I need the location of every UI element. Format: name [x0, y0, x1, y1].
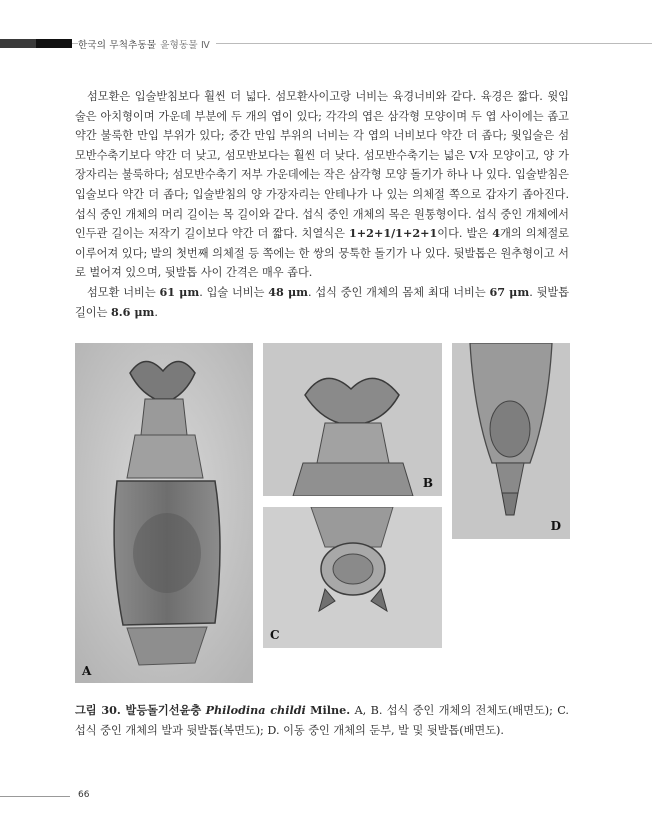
lip-width: 48 μm	[268, 284, 308, 299]
description-text	[75, 87, 569, 322]
figure-c-label: C	[270, 628, 280, 642]
figure-d-label: D	[550, 519, 561, 533]
figure-b-photo	[263, 343, 442, 496]
corona-width: 61 μm	[159, 284, 200, 299]
figure-b-label: B	[422, 476, 433, 490]
figure-d-photo	[452, 343, 570, 539]
caption-lead: 그림 30. 발등돌기선윤충	[75, 703, 202, 717]
footer-rule	[0, 796, 70, 797]
caption-author: Milne.	[310, 703, 351, 717]
foot-segment-count: 4	[492, 226, 501, 241]
figure-a-photo	[75, 343, 253, 683]
figure-a-label: A	[82, 664, 92, 678]
caption-scientific-name: Philodina childi	[205, 703, 306, 717]
figure-c-photo	[263, 507, 442, 648]
figure-caption	[75, 700, 569, 741]
body-width: 67 μm	[489, 284, 530, 299]
paragraph-measurements: 섬모환 너비는 61 μm. 입술 너비는 48 μm. 섭식 중인 개체의 몸체 최대 너비는 67 μm. 뒷발톱 길이는 8.6 μm.	[75, 284, 569, 319]
header-bar-dark	[0, 39, 36, 48]
header-title: 한국의 무척추동물	[78, 40, 157, 51]
header-subtitle: 윤형동물 Ⅳ	[160, 40, 210, 51]
dental-formula: 1+2+1/1+2+1	[349, 226, 438, 241]
spur-length: 8.6 μm	[110, 304, 155, 319]
page-number: 66	[78, 790, 90, 800]
header-bar-black	[36, 39, 72, 48]
paragraph-description: 섬모환은 입술받침보다 훨씬 더 넓다. 섬모환사이고랑 너비는 육경너비와 같다. 육경은 짧다. 윗입술은 아치형이며 가운데 부분에 두 개의 엽이 있다; 각각의 엽은 삼각형 모양이며 두 엽 사이에는 좁고 약간 불룩한 만입 부위가 있다; 중간 만입 부위의 너비는 각 엽의 너비보다 약간 더 좁다; 윗입술은 섬모반수축기보다 약간 더 낮고, 섬모반보다는 훨씬 더 낮다. 섬모반수축기는 넓은 V자 모양이고, 양 가장자리는 불룩하다; 섬모반수축기 저부 가운데에는 작은 삼각형 모양 돌기가 하나 나 있다. 입술받침은 입술보다 약간 더 좁다; 입술받침의 양 가장자리는 안테나가 나 있는 의체절 쪽으로 갑자기 좁아진다. 섭식 중인 개체의 머리 길이는 목 길이와 같다. 섭식 중인 개체의 목은 원통형이다. 섭식 중인 개체에서 인두관 길이는 저작기 길이보다 약간 더 짧다. 치열식은 1+2+1/1+2+1이다. 발은 4개의 의체절로 이루어져 있다; 발의 첫번째 의체절 등 쪽에는 한 쌍의 뭉툭한 돌기가 나 있다. 뒷발톱은 원추형이고 서로 벌어져 있으며, 뒷발톱 사이 간격은 매우 좁다.	[75, 90, 569, 280]
caption-text: A, B. 섭식 중인 개체의 전체도(배면도); C. 섭식 중인 개체의 발과 뒷발톱(복면도); D. 이동 중인 개체의 둔부, 발 및 뒷발톱(배면도).	[75, 704, 569, 737]
running-header	[78, 37, 216, 51]
